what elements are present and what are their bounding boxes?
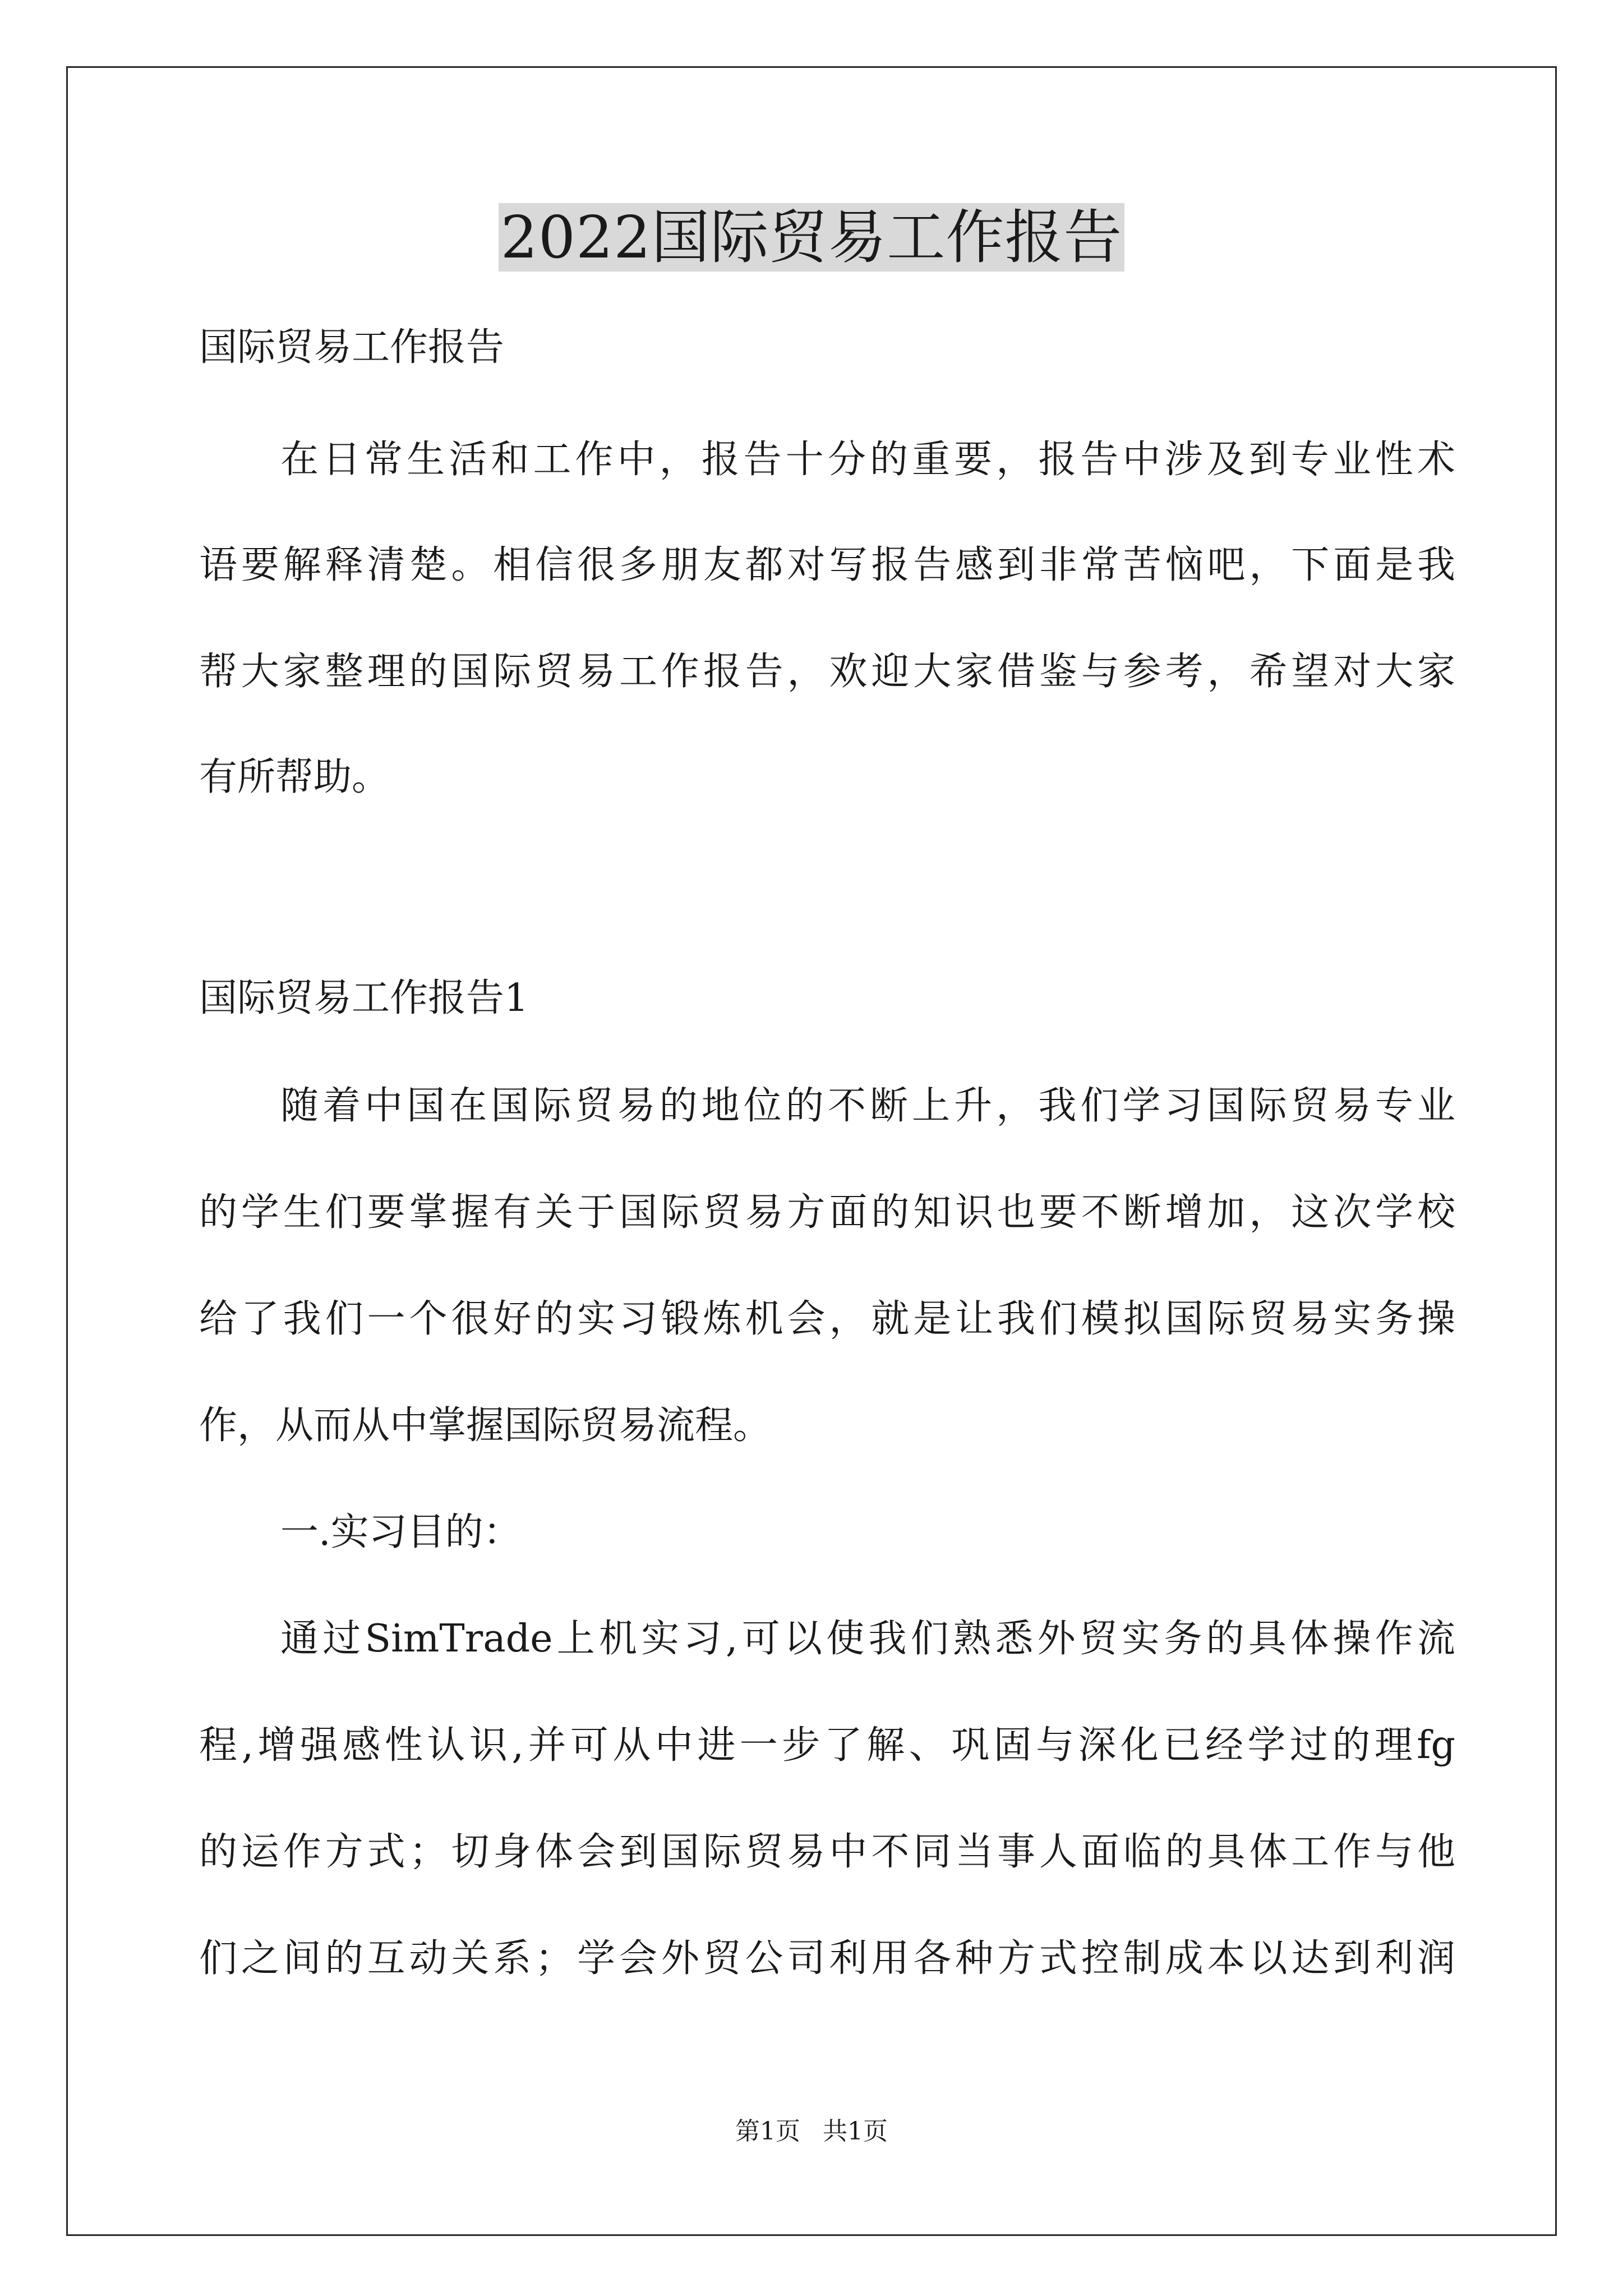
text-line: 国际贸易工作报告 [199,325,505,370]
text-line: 帮大家整理的国际贸易工作报告，欢迎大家借鉴与参考，希望对大家 [199,650,1455,694]
text-line: 作，从而从中掌握国际贸易流程。 [199,1404,772,1448]
text-line: 国际贸易工作报告1 [199,976,529,1020]
text-line: 给了我们一个很好的实习锻炼机会，就是让我们模拟国际贸易实务操 [199,1297,1455,1341]
document-title [0,199,1623,275]
text-line: 程,增强感性认识,并可从中进一步了解、巩固与深化已经学过的理fg [199,1723,1455,1768]
page-border [66,66,1557,2236]
text-line: 随着中国在国际贸易的地位的不断上升，我们学习国际贸易专业 [280,1084,1455,1128]
text-line: 语要解释清楚。相信很多朋友都对写报告感到非常苦恼吧，下面是我 [199,543,1455,587]
page-number-total: 共1页 [823,2117,888,2146]
document-title-text: 2022国际贸易工作报告 [499,203,1125,272]
text-line: 有所帮助。 [199,755,390,799]
text-line: 的运作方式；切身体会到国际贸易中不同当事人面临的具体工作与他 [199,1830,1455,1874]
text-line: 在日常生活和工作中，报告十分的重要，报告中涉及到专业性术 [280,438,1455,482]
text-line: 们之间的互动关系；学会外贸公司利用各种方式控制成本以达到利润 [199,1936,1455,1981]
page-footer [0,2115,1623,2148]
text-line: 通过SimTrade上机实习,可以使我们熟悉外贸实务的具体操作流 [280,1617,1455,1661]
text-line: 的学生们要掌握有关于国际贸易方面的知识也要不断增加，这次学校 [199,1190,1455,1235]
page-number-current: 第1页 [735,2117,800,2146]
text-line: 一.实习目的： [280,1510,522,1554]
